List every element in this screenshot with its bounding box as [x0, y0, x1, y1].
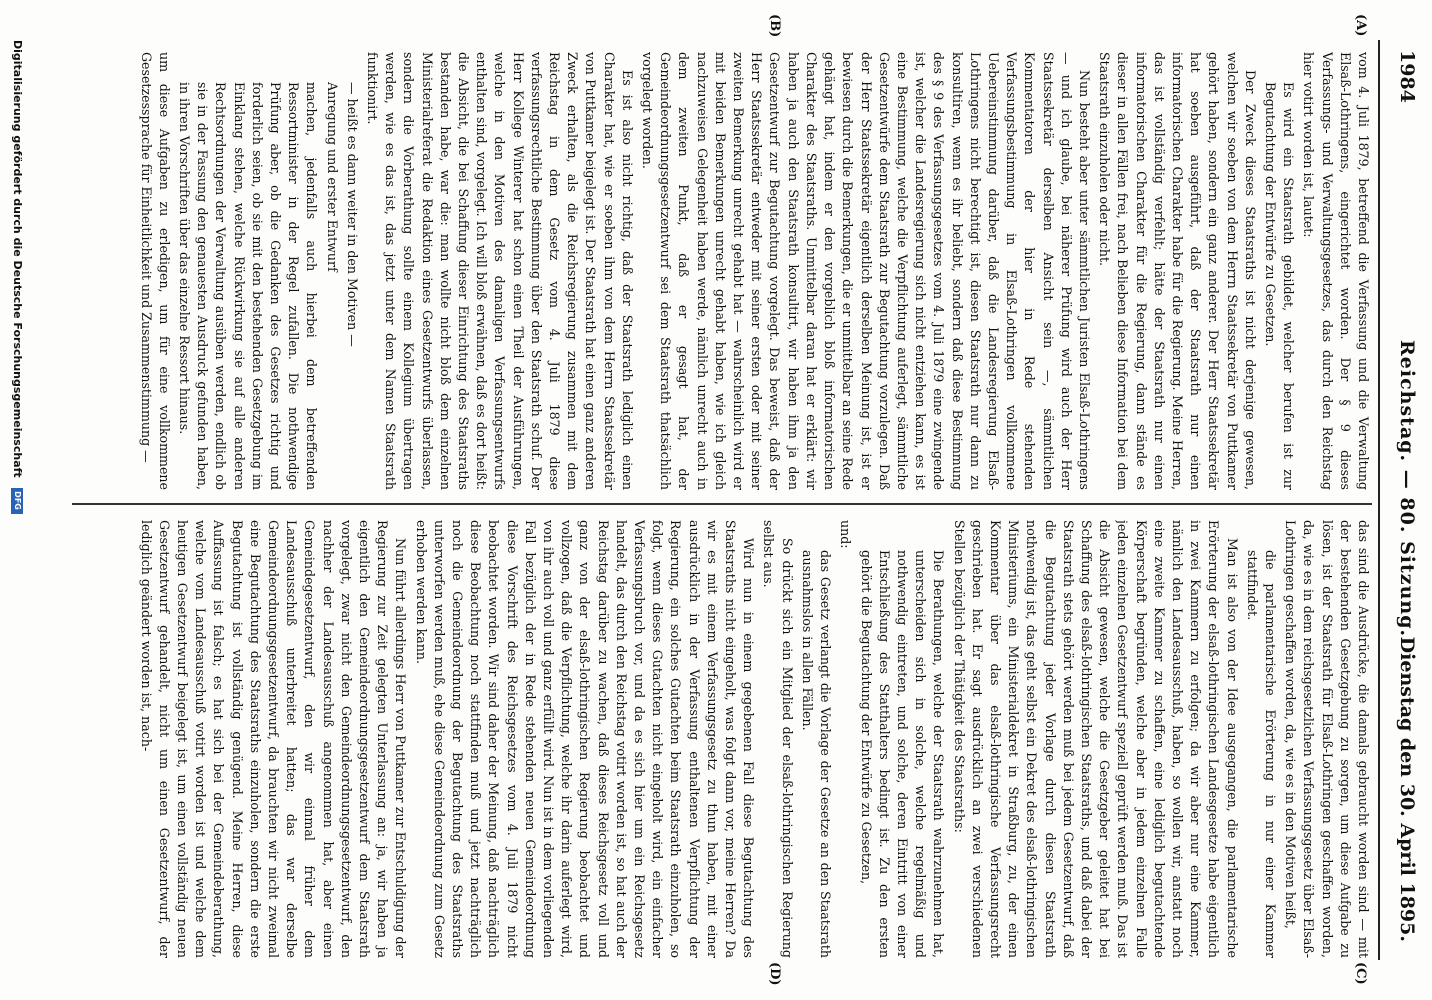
paragraph: So drückt sich ein Mitglied der elsaß-lothringischen Regierung selbst aus.	[761, 520, 795, 958]
paragraph: Nun führt allerdings Herr von Puttkamer zur Entschuldigung der Regierung zur Zeit gelegten Unterlassung an: ja, wir haben ja eigentlich den Gemeindeordnungsgesetzentwurf dem Staatsrath vorgelegt, zwar nicht den Gemeindeordnungsgesetzentwurf, den nachher der Landesausschuß angenommen hat, aber einen Gemeindegesetzentwurf, den wir einmal früher dem Landesausschuß unterbreitet hatten; das war derselbe Gemeindeordnungsgesetzentwurf, da brauchten wir nicht zweimal eine Begutachtung des Staatsraths einzuholen, sondern die erste Begutachtung ist vollständig genügend. Meine Herren, diese Auffassung ist falsch; es hat sich bei der Gemeindeberathung, welche vom Landesausschuß votirt worden ist und welche dem heutigen Gesetzentwurf beigelegt ist, um einen vollständig neuen Gesetzentwurf gehandelt, nicht um einen Gesetzentwurf, der lediglich geändert worden ist, nach-	[138, 520, 409, 958]
paragraph: um diese Aufgaben zu erledigen, um für eine vollkommene Gesetzessprache für Einheitlichkeit und Zusammenstimmung —	[138, 52, 172, 490]
paragraph: und:	[838, 520, 854, 549]
left-column	[82, 52, 1372, 490]
page-number: 1984	[1396, 50, 1418, 103]
margin-mark-d: (D)	[767, 962, 782, 986]
quote: Es wird ein Staatsrath gebildet, welcher berufen ist zur Begutachtung der Entwürfe zu Gesetzen.	[1262, 82, 1297, 490]
column-separator	[72, 503, 1372, 505]
header-rule	[1378, 40, 1380, 960]
credit-text: Digitalisierung gefördert durch die Deutsche Forschungsgemeinschaft	[11, 40, 24, 478]
paragraph: Der Zweck dieses Staatsraths ist nicht derjenige gewesen, welchen wir soeben von dem Herrn Staatssekretär von Puttkamer gehört haben, sondern ein ganz anderer. Der Herr Staatssekretär hat soeben ausgeführt, daß der Staatsrath nur einen informatorischen Charakter habe für die Regierung. Meine Herren, das ist vollständig verfehlt; hätte der Staatsrath nur einen informatorischen Charakter für die Regierung, dann stände es dieser in allen Fällen frei, nach Belieben diese Information bei dem Staatsrath einzuholen oder nicht.	[1097, 52, 1258, 490]
quote: das Gesetz verlangt die Vorlage der Gesetze an den Staatsrath ausnahmslos in allen Fällen.	[799, 550, 834, 958]
quote: Die Berathungen, welche der Staatsrath wahrzunehmen hat, unterscheiden sich in solche, welche regelmäßig und nothwendig eintreten, und solche, deren Eintritt von einer Entschließung des Statthalters bedingt ist. Zu den ersten gehört die Begutachtung der Entwürfe zu Gesetzen,	[858, 550, 947, 958]
session-date: Dienstag den 30. April 1895.	[1396, 636, 1418, 942]
page-header	[1384, 40, 1424, 960]
quote-aside: — heißt es dann weiter in den Motiven —	[344, 82, 360, 347]
margin-mark-a: (A)	[1353, 14, 1368, 37]
paragraph: Nun besteht aber unter sämmtlichen Juristen Elsaß-Lothringens — und ich glaube, bei näherer Prüfung wird auch der Herr Staatssekretär derselben Ansicht sein —, sämmtlichen Kommentatoren der hier in Rede stehenden Verfassungsbestimmung in Elsaß-Lothringen vollkommene Uebereinstimmung darüber, daß die Landesregierung Elsaß-Lothringens nicht berechtigt ist, diesen Staatsrath nur dann zu konsultiren, wenn es ihr beliebt, sondern daß diese Bestimmung des § 9 des Verfassungsgesetzes vom 4. Juli 1879 eine zwingende ist, welcher die Landesregierung sich nicht entziehen kann, es ist eine Bestimmung, welche die Verpflichtung auferlegt, sämmtliche Gesetzentwürfe dem Staatsrath zur Begutachtung vorzulegen. Daß der Herr Staatssekretär eigentlich derselben Meinung ist, ist er bewiesen durch die Bemerkungen, die er unmittelbar an seine Rede gehängt hat, indem er den vorgeblich bloß informatorischen Charakter des Staatsraths. Unmittelbar daran hat er erklärt: wir haben ja auch den Staatsrath konsultirt, wir haben ihm ja den Gesetzentwurf zur Begutachtung vorgelegt. Das beweist, daß der Herr Staatssekretär entweder mit seiner ersten oder mit seiner zweiten Bemerkung unrecht gehabt hat — wahrscheinlich wird er mit beiden Bemerkungen unrecht gehabt haben, wie ich gleich nachzuweisen Gelegenheit haben werde, nämlich unrecht auch in dem zweiten Punkt, daß er gesagt hat, der Gemeindeordnungsgesetzentwurf sei dem Staatsrath thatsächlich vorgelegt worden.	[640, 52, 1092, 490]
paragraph: Man ist also von der Idee ausgegangen, die parlamentarische Erörterung der elsaß-lothringischen Landesgesetze habe eigentlich in zwei Kammern zu erfolgen; da wir aber nur eine Kammer, nämlich den Landesausschuß, haben, so wollen wir, anstatt noch eine zweite Kammer zu schaffen, eine lediglich begutachtende Körperschaft begründen, welche aber in jedem einzelnen Falle jeden einzelnen Gesetzentwurf speziell geprüft werden muß. Das ist die Absicht gewesen, welche die Gesetzgeber geleitet hat bei Schaffung des elsaß-lothringischen Staatsraths, und daß dabei der Staatsrath stets gehört werden muß bei jedem Gesetzentwurf, daß die Begutachtung jeder Vorlage durch diesen Staatsrath nothwendig ist, das geht selbst ein Dekret des elsaß-lothringischen Ministeriums, ein Ministerialdekret in Straßburg, zu, der einen Kommentar über das elsaß-lothringische Verfassungsrecht geschrieben hat. Er sagt ausdrücklich an zwei verschiedenen Stellen bezüglich der Thätigkeit des Staatsraths:	[951, 520, 1240, 958]
dfg-logo-icon: DFG	[11, 488, 23, 514]
quote: die parlamentarische Erörterung in nur einer Kammer stattfindet.	[1244, 550, 1278, 958]
digitization-credit	[6, 40, 24, 960]
margin-mark-c: (C)	[1353, 962, 1368, 985]
paragraph: Es ist also nicht richtig, daß der Staatsrath lediglich einen Charakter hat, wie er soeben ihm von dem Herrn Staatssekretär von Puttkamer beigelegt ist. Der Staatsrath hat einen ganz anderen Zweck erhalten, als die Reichsregierung zusammen mit dem Reichstag in dem Gesetz vom 4. Juli 1879 diese verfassungsrechtliche Bestimmung über den Staatsrath schuf. Der Herr Kollege Winterer hat schon einen Theil der Ausführungen, welche in den Motiven des damaligen Verfassungsentwurfs enthalten sind, vorgelegt. Ich will bloß erwähnen, daß es dort heißt: die Absicht, die bei Schaffung dieser Einrichtung des Staatsraths bestanden habe, war die: man wollte nicht bloß dem einzelnen Ministerialreferat die Redaktion eines Gesetzentwurfs überlassen, sondern die Vorberathung sollte einem Kollegium übertragen werden, wie es das ist, das jetzt unter dem Namen Staatsrath funktionirt.	[365, 52, 635, 490]
margin-mark-b: (B)	[767, 14, 782, 38]
session-title: Reichstag. — 80. Sitzung.	[1396, 340, 1418, 638]
quote: Anregung und erster Entwurf	[324, 82, 340, 272]
right-column	[82, 520, 1372, 958]
paragraph: das sind die Ausdrücke, die damals gebraucht worden sind — mit der bestehenden Gesetzgebung zu sorgen, um diese Aufgabe zu lösen, ist der Staatsrath für Elsaß-Lothringen geschaffen worden, da, wie es in dem reichsgesetzlichen Verfassungsgesetz über Elsaß-Lothringen geschaffen worden, da, wie es in den Motiven heißt,	[1283, 520, 1371, 958]
paragraph: vom 4. Juli 1879, betreffend die Verfassung und die Verwaltung Elsaß-Lothringens, eingerichtet worden. Der § 9 dieses Verfassungs- und Verwaltungsgesetzes, das durch den Reichstag hier votirt worden ist, lautet:	[1301, 52, 1371, 490]
quote: machen, jedenfalls auch hierbei dem betreffenden Ressortminister in der Regel zufallen. Die nothwendige Prüfung aber, ob die Gedanken des Gesetzes richtig und forderlich seien, ob sie mit den bestehenden Gesetzgebung im Einklang stehen, welche Rückwirkung sie auf alle anderen Rechtsordnungen der Verwaltung ausüben werden, endlich ob sie in der Fassung den genauesten Ausdruck gefunden haben, in ihren Vorschriften über das einzelne Ressort hinaus.	[177, 82, 320, 490]
paragraph: Wird nun in einem gegebenen Fall diese Begutachtung des Staatsraths nicht eingeholt, was folgt dann vor, meine Herren? Da wir es mit einem Verfassungsgesetz zu thun haben, mit einer ausdrücklich in der Verfassung enthaltenen Verpflichtung der Regierung, ein solches Gutachten beim Staatsrath einzuholen, so folgt, wenn dieses Gutachten nicht eingeholt wird, ein einfacher Verfassungsbruch vor, und da es sich hier um ein Reichsgesetz handelt, das durch den Reichstag votirt worden ist, so hat auch der Reichstag darüber zu wachen, daß dieses Reichsgesetz voll und ganz von der elsaß-lothringischen Regierung beobachtet und vollzogen, daß die Verpflichtung, welche ihr darin auferlegt wird, von ihr auch voll und ganz erfüllt wird. Nun ist in dem vorliegenden Fall bezüglich der in Rede stehenden neuen Gemeindeordnung diese Vorschrift des Reichsgesetzes vom 4. Juli 1879 nicht beobachtet worden. Wir sind daher der Meinung, daß nachträglich diese Beobachtung noch stattfinden muß und jetzt nachträglich noch die Gemeindeordnung der Begutachtung des Staatsraths unterworfen werden muß, ehe diese Gemeindeordnung zum Gesetz erhoben werden kann.	[413, 520, 757, 958]
